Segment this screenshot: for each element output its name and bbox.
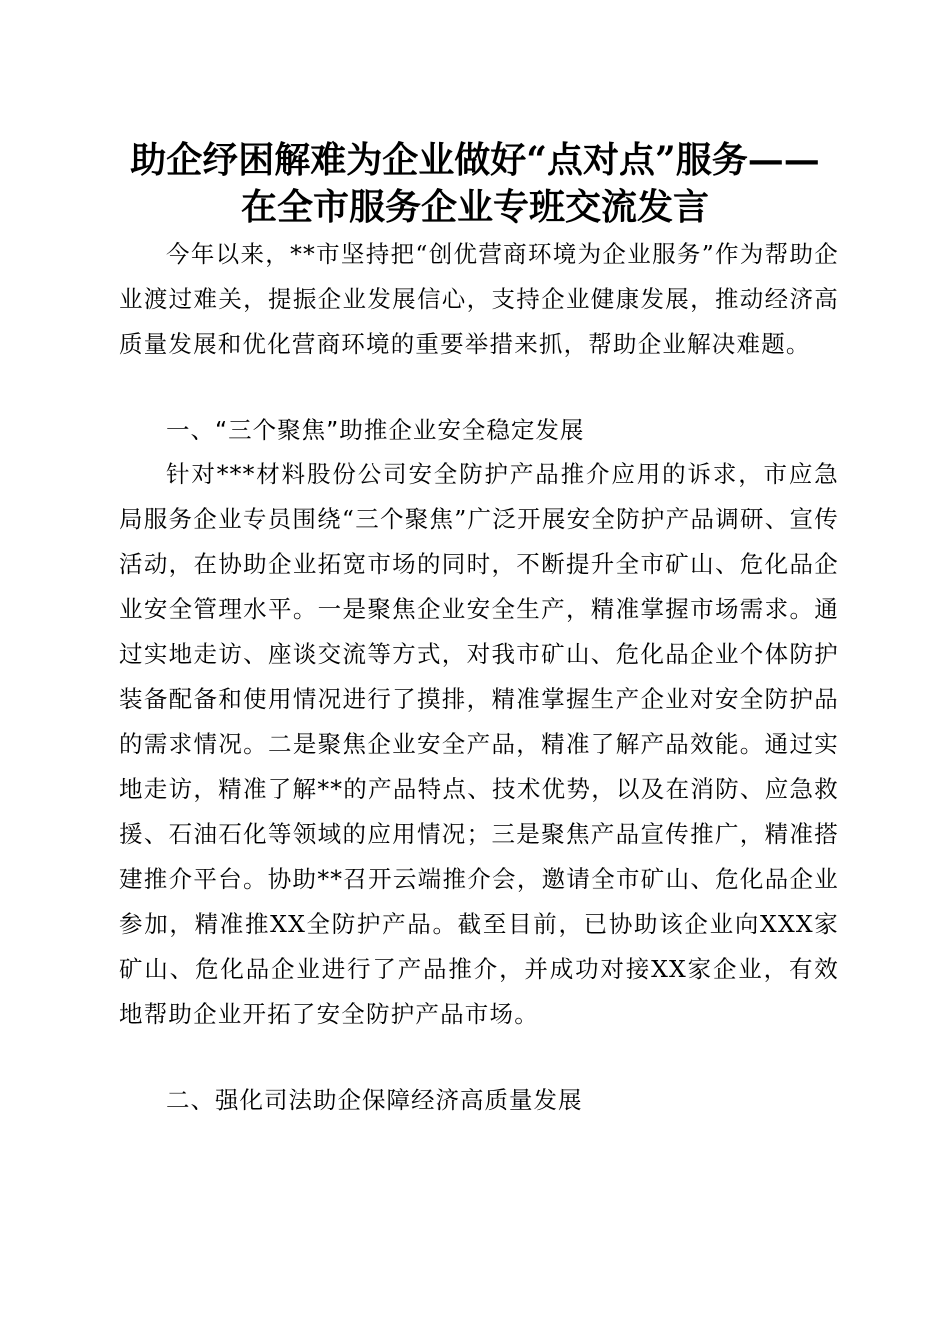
document-title-line-2: 在全市服务企业专班交流发言 — [240, 186, 709, 228]
document-title-line-1: 助企纾困解难为企业做好“点对点”服务—— — [130, 139, 820, 181]
section-1-paragraph: 针对***材料股份公司安全防护产品推介应用的诉求，市应急局服务企业专员围绕“三个聚焦”广泛开展安全防护产品调研、宣传活动，在协助企业拓宽市场的同时，不断提升全市矿山、危化品企业安全管理水平。一是聚焦企业安全生产，精准掌握市场需求。通过实地走访、座谈交流等方式，对我市矿山、危化品企业个体防护装备配备和使用情况进行了摸排，精准掌握生产企业对安全防护品的需求情况。二是聚焦企业安全产品，精准了解产品效能。通过实地走访，精准了解**的产品特点、技术优势，以及在消防、应急救援、石油石化等领域的应用情况；三是聚焦产品宣传推广，精准搭建推介平台。协助**召开云端推介会，邀请全市矿山、危化品企业参加，精准推XX全防护产品。截至目前，已协助该企业向XXX家矿山、危化品企业进行了产品推介，并成功对接XX家企业，有效地帮助企业开拓了安全防护产品市场。 — [119, 460, 839, 1028]
section-heading-2: 二、强化司法助企保障经济高质量发展 — [166, 1086, 583, 1114]
section-heading-1: 一、“三个聚焦”助推企业安全稳定发展 — [166, 416, 585, 444]
intro-paragraph: 今年以来，**市坚持把“创优营商环境为企业服务”作为帮助企业渡过难关，提振企业发展信心，支持企业健康发展，推动经济高质量发展和优化营商环境的重要举措来抓，帮助企业解决难题。 — [119, 240, 839, 358]
